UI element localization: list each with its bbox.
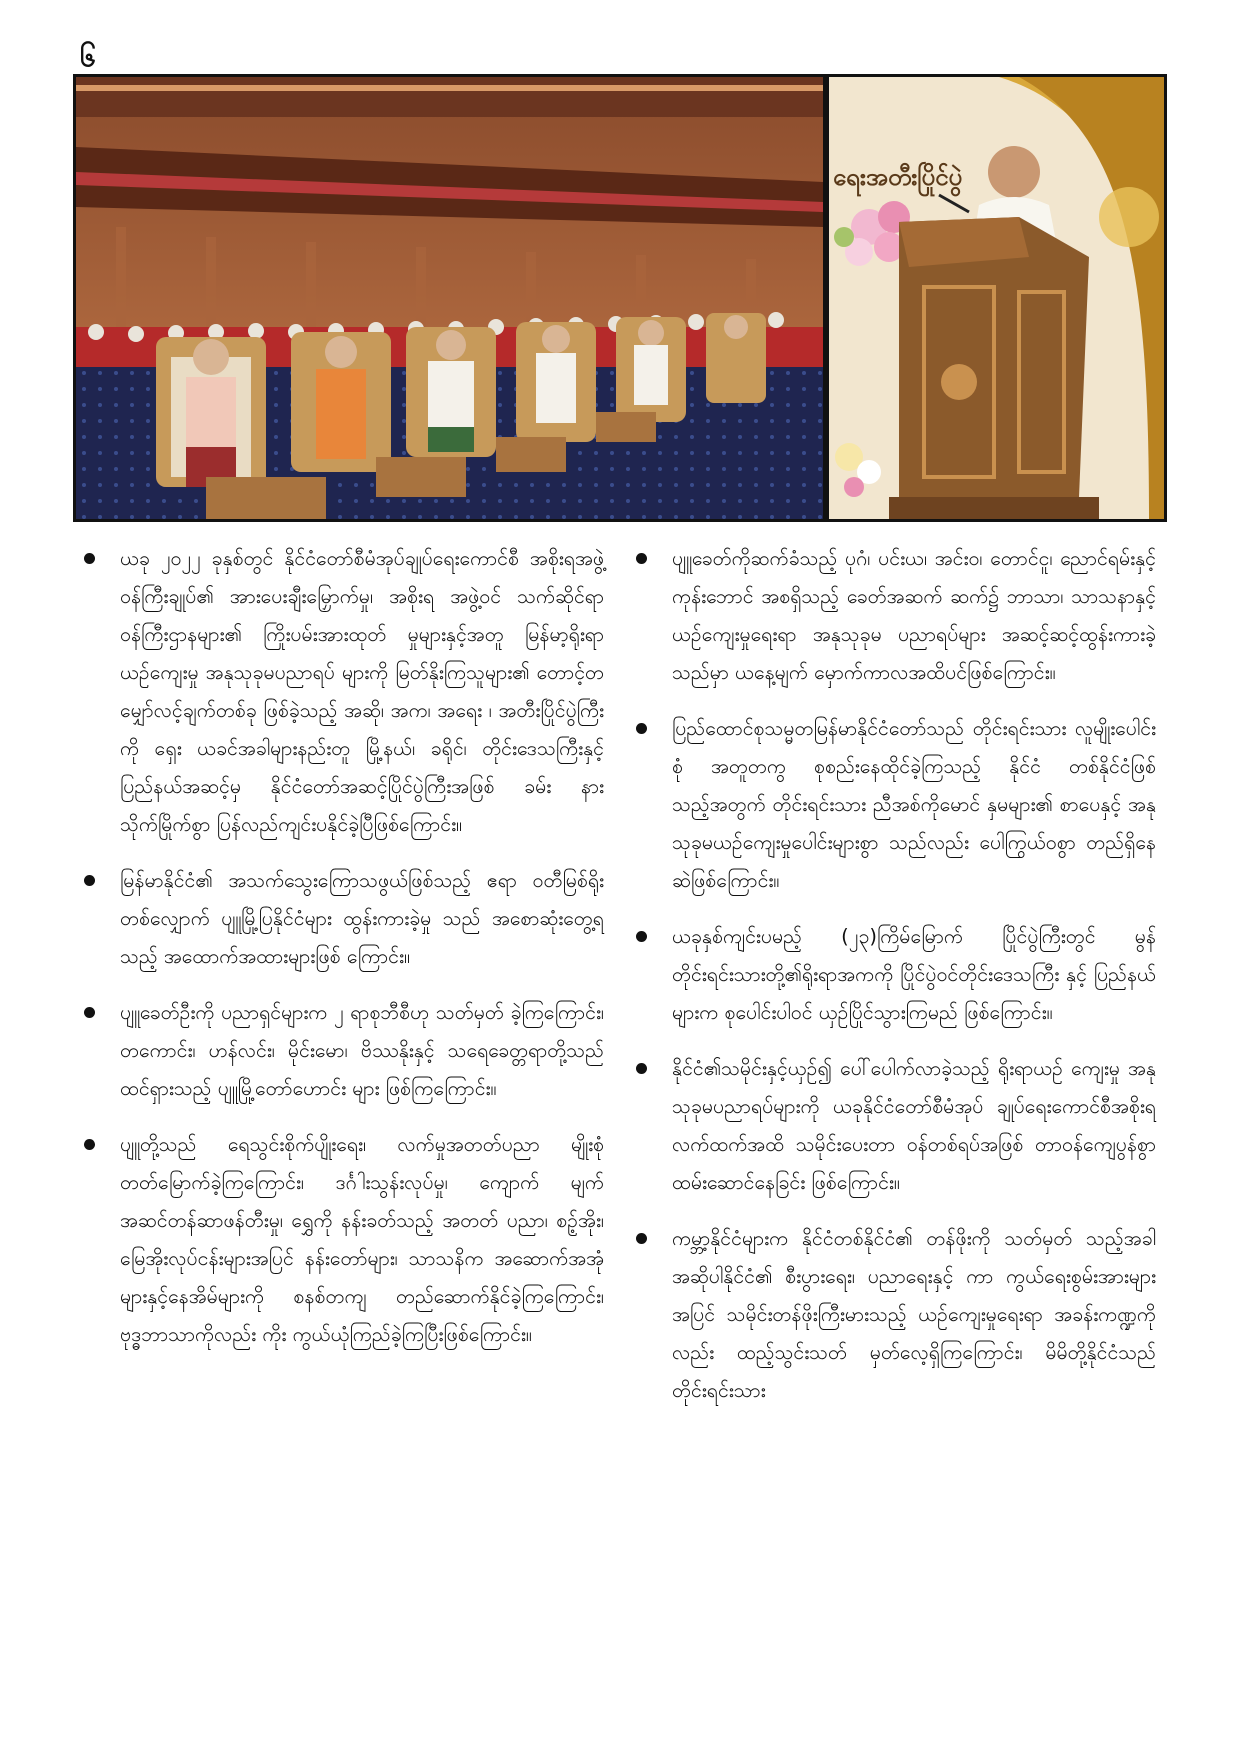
left-column: [84, 540, 604, 1372]
paragraph-text: ကမ္ဘာ့နိုင်ငံများက နိုင်ငံတစ်နိုင်ငံ၏ တန်ဖိုးကို သတ်မှတ် သည့်အခါ အဆိုပါနိုင်ငံ၏ စီးပွားရေး၊ ပညာရေးနှင့် ကာ ကွယ်ရေးစွမ်းအားများအပြင် သမိုင်းတန်ဖိုးကြီးမားသည့် ယဉ်ကျေးမှုရေးရာ အခန်းကဏ္ဍကိုလည်း ထည့်သွင်းသတ် မှတ်လေ့ရှိကြကြောင်း၊ မိမိတို့နိုင်ငံသည် တိုင်းရင်းသား: [672, 1227, 1156, 1402]
left-bullet-list: [84, 540, 604, 1354]
bullet-icon: [84, 875, 95, 886]
bullet-icon: [84, 553, 95, 564]
list-item: [84, 1126, 604, 1354]
speaker-illustration: [829, 77, 1164, 519]
bullet-icon: [636, 931, 647, 942]
paragraph-text: ပျူခေတ်ဦးကို ပညာရှင်များက ၂ ရာစုဘီစီဟု သတ်မှတ် ခဲ့ကြကြောင်း၊ တကောင်း၊ ဟန်လင်း၊ မိုင်းမော၊ ဗိဿနိုးနှင့် သရေခေတ္တရာတို့သည် ထင်ရှားသည့် ပျူမြို့တော်ဟောင်း များ ဖြစ်ကြကြောင်း။: [120, 1001, 604, 1100]
bullet-icon: [636, 1063, 647, 1074]
banner-text: ရေးအတီးပြိုင်ပွဲ: [833, 163, 963, 191]
list-item: [84, 540, 604, 844]
paragraph-text: ပြည်ထောင်စုသမ္မတမြန်မာနိုင်ငံတော်သည် တိုင်းရင်းသား လူမျိုးပေါင်းစုံ အတူတကွ စုစည်းနေထိုင်ခဲ့ကြသည့် နိုင်ငံ တစ်နိုင်ငံဖြစ်သည့်အတွက် တိုင်းရင်းသား ညီအစ်ကိုမောင် နှမများ၏ စာပေနှင့် အနုသုခုမယဉ်ကျေးမှုပေါင်းများစွာ သည်လည်း ပေါကြွယ်ဝစွာ တည်ရှိနေဆဲဖြစ်ကြောင်း။: [672, 717, 1156, 892]
list-item: [84, 994, 604, 1108]
bullet-icon: [84, 1007, 95, 1018]
speaker-photo: [829, 77, 1164, 519]
audience-photo: [76, 77, 823, 519]
paragraph-text: ပျူတို့သည် ရေသွင်းစိုက်ပျိုးရေး၊ လက်မှုအတတ်ပညာ မျိုးစုံ တတ်မြောက်ခဲ့ကြကြောင်း၊ ဒင်္ဂါးသွန်းလုပ်မှု၊ ကျောက် မျက်အဆင်တန်ဆာဖန်တီးမှု၊ ရွှေကို နန်းခတ်သည့် အတတ် ပညာ၊ စဉ့်အိုး၊ မြေအိုးလုပ်ငန်းများအပြင် နန်းတော်များ၊ သာသနိက အဆောက်အအုံများနှင့်နေအိမ်များကို စနစ်တကျ တည်ဆောက်နိုင်ခဲ့ကြကြောင်း၊ ဗုဒ္ဓဘာသာကိုလည်း ကိုး ကွယ်ယုံကြည်ခဲ့ကြပြီးဖြစ်ကြောင်း။: [120, 1133, 604, 1346]
paragraph-text: မြန်မာနိုင်ငံ၏ အသက်သွေးကြောသဖွယ်ဖြစ်သည့် ဧရာ ဝတီမြစ်ရိုးတစ်လျှောက် ပျူမြို့ပြနိုင်ငံများ ထွန်းကားခဲ့မှု သည် အစောဆုံးတွေ့ရသည့် အထောက်အထားများဖြစ် ကြောင်း။: [120, 869, 604, 968]
paragraph-text: ယခုနှစ်ကျင်းပမည့် (၂၃)ကြိမ်မြောက် ပြိုင်ပွဲကြီးတွင် မွန် တိုင်းရင်းသားတို့၏ရိုးရာအကကို ပြိုင်ပွဲဝင်တိုင်းဒေသကြီး နှင့် ပြည်နယ်များက စုပေါင်းပါဝင် ယှဉ်ပြိုင်သွားကြမည် ဖြစ်ကြောင်း။: [672, 925, 1156, 1024]
list-item: [636, 1220, 1156, 1410]
right-bullet-list: [636, 540, 1156, 1410]
bullet-icon: [636, 1233, 647, 1244]
list-item: [636, 1050, 1156, 1202]
right-column: [636, 540, 1156, 1428]
bullet-icon: [636, 553, 647, 564]
list-item: [636, 918, 1156, 1032]
paragraph-text: ပျူခေတ်ကိုဆက်ခံသည့် ပုဂံ၊ ပင်းယ၊ အင်းဝ၊ တောင်ငူ၊ ညောင်ရမ်းနှင့် ကုန်းဘောင် အစရှိသည့် ခေတ်အဆက် ဆက်၌ ဘာသာ၊ သာသနာနှင့် ယဉ်ကျေးမှုရေးရာ အနုသုခုမ ပညာရပ်များ အဆင့်ဆင့်ထွန်းကားခဲ့သည်မှာ ယနေ့မျက် မှောက်ကာလအထိပင်ဖြစ်ကြောင်း။: [672, 547, 1156, 684]
photo-strip: [73, 74, 1167, 522]
bullet-icon: [636, 723, 647, 734]
audience-illustration: [76, 77, 823, 519]
list-item: [636, 710, 1156, 900]
paragraph-text: နိုင်ငံ၏သမိုင်းနှင့်ယှဉ်၍ ပေါ်ပေါက်လာခဲ့သည့် ရိုးရာယဉ် ကျေးမှု အနုသုခုမပညာရပ်များကို ယခုနိုင်ငံတော်စီမံအုပ် ချုပ်ရေးကောင်စီအစိုးရလက်ထက်အထိ သမိုင်းပေးတာ ဝန်တစ်ရပ်အဖြစ် တာဝန်ကျေပွန်စွာ ထမ်းဆောင်နေခြင်း ဖြစ်ကြောင်း။: [672, 1057, 1156, 1194]
paragraph-text: ယခု ၂၀၂၂ ခုနှစ်တွင် နိုင်ငံတော်စီမံအုပ်ချုပ်ရေးကောင်စီ အစိုးရအဖွဲ့ဝန်ကြီးချုပ်၏ အားပေးချီးမြှောက်မှု၊ အစိုးရ အဖွဲ့ဝင် သက်ဆိုင်ရာဝန်ကြီးဌာနများ၏ ကြိုးပမ်းအားထုတ် မှုများနှင့်အတူ မြန်မာ့ရိုးရာယဉ်ကျေးမှု အနုသုခုမပညာရပ် များကို မြတ်နိုးကြသူများ၏ တောင့်တမျှော်လင့်ချက်တစ်ခု ဖြစ်ခဲ့သည့် အဆို၊ အက၊ အရေး ၊ အတီးပြိုင်ပွဲကြီးကို ရှေး ယခင်အခါများနည်းတူ မြို့နယ်၊ ခရိုင်၊ တိုင်းဒေသကြီးနှင့် ပြည်နယ်အဆင့်မှ နိုင်ငံတော်အဆင့်ပြိုင်ပွဲကြီးအဖြစ် ခမ်း နားသိုက်မြိုက်စွာ ပြန်လည်ကျင်းပနိုင်ခဲ့ပြီဖြစ်ကြောင်း။: [120, 547, 604, 836]
list-item: [84, 862, 604, 976]
list-item: [636, 540, 1156, 692]
bullet-icon: [84, 1139, 95, 1150]
page-number: ၆: [80, 40, 96, 73]
